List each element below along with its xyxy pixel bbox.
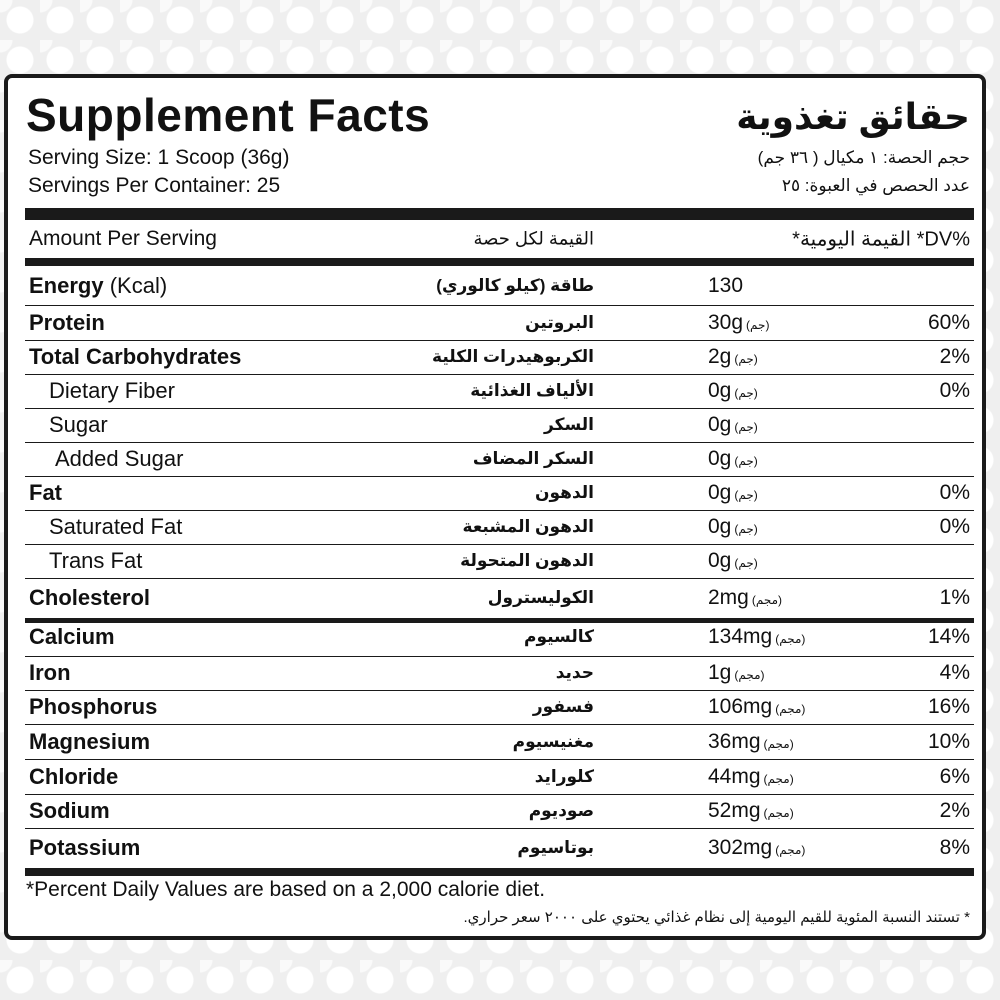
table-row: [25, 690, 974, 725]
nutrient-name: Phosphorus: [29, 694, 158, 719]
amount-per-serving-arabic: القيمة لكل حصة: [473, 228, 594, 249]
table-row: [25, 578, 974, 623]
amount-unit-arabic: (مجم): [751, 593, 783, 607]
amount-unit-arabic: (مجم): [775, 702, 806, 716]
thick-divider-bottom: [25, 868, 974, 876]
footnote-arabic: * تستند النسبة المئوية للقيم اليومية إلى نظام غذائي يحتوي على ٢٠٠٠ سعر حراري.: [463, 909, 970, 926]
nutrient-name: Iron: [29, 660, 71, 685]
nutrient-name-arabic: السكر المضاف: [472, 449, 594, 468]
daily-value-percent: 2%: [939, 345, 970, 368]
nutrient-amount: 0g (جم): [708, 481, 758, 504]
title-english: Supplement Facts: [26, 89, 431, 141]
nutrient-name-arabic: السكر: [544, 415, 594, 434]
nutrient-amount: 0g (جم): [708, 549, 758, 572]
nutrient-name: Cholesterol: [29, 585, 151, 610]
nutrient-amount: 52mg (مجم): [708, 799, 794, 822]
nutrient-name: Protein: [29, 309, 105, 335]
amount-unit-arabic: (جم): [734, 522, 758, 536]
daily-value-percent: 14%: [927, 625, 970, 648]
nutrient-name: Calcium: [29, 624, 115, 649]
nutrient-name: Sodium: [29, 798, 110, 823]
nutrient-amount: 30g (جم): [708, 310, 770, 334]
supplement-facts-panel: [4, 74, 986, 940]
nutrient-name-arabic: بوتاسيوم: [517, 838, 594, 857]
header-row: [25, 220, 974, 258]
amount-per-serving-label: Amount Per Serving: [29, 227, 217, 250]
servings-per-container: Servings Per Container: 25: [28, 174, 281, 197]
daily-value-percent: 1%: [939, 586, 970, 609]
daily-value-percent: 0%: [939, 481, 970, 504]
nutrient-name: Chloride: [29, 763, 119, 789]
nutrient-name-arabic: الدهون المشبعة: [462, 517, 594, 536]
nutrient-name-arabic: كلورايد: [534, 766, 594, 786]
nutrient-name: Added Sugar: [55, 446, 184, 471]
servings-per-container-arabic: عدد الحصص في العبوة: ٢٥: [781, 176, 970, 195]
table-row: [25, 510, 974, 545]
nutrient-name: Sugar: [49, 412, 108, 437]
table-row: [25, 618, 974, 657]
nutrient-name-arabic: طاقة (كيلو كالوري): [436, 275, 594, 295]
daily-value-percent: 0%: [939, 379, 970, 402]
table-row: [25, 656, 974, 691]
daily-value-percent: 2%: [939, 799, 970, 822]
table-row: [25, 374, 974, 409]
table-row: [25, 544, 974, 579]
nutrient-name: Potassium: [29, 835, 141, 860]
nutrient-name-arabic: الكربوهيدرات الكلية: [432, 347, 594, 366]
nutrient-name-arabic: فسفور: [532, 697, 594, 716]
nutrient-amount: 2mg (مجم): [708, 586, 783, 609]
daily-value-percent: 10%: [927, 729, 970, 753]
table-row: [25, 442, 974, 477]
nutrient-name: Magnesium: [29, 728, 151, 754]
table-row: [25, 794, 974, 829]
amount-unit-arabic: (جم): [734, 556, 758, 570]
amount-unit-arabic: (مجم): [775, 843, 806, 857]
nutrient-name: Dietary Fiber: [49, 378, 175, 403]
nutrient-amount: 0g (جم): [708, 413, 758, 436]
nutrient-amount: 134mg (مجم): [708, 625, 806, 648]
nutrient-name: Saturated Fat: [49, 514, 183, 539]
footnote-english: *Percent Daily Values are based on a 2,000 calorie diet.: [26, 878, 546, 901]
title-arabic: حقائق تغذوية: [736, 96, 970, 137]
nutrient-amount: 0g (جم): [708, 447, 758, 470]
table-row: [25, 759, 974, 795]
table-row: [25, 305, 974, 341]
nutrient-name-arabic: حديد: [555, 663, 594, 682]
daily-value-percent: 8%: [939, 836, 970, 859]
daily-value-percent: 16%: [927, 695, 970, 718]
serving-size-arabic: حجم الحصة: ١ مكيال ( ٣٦ جم): [757, 148, 970, 167]
nutrient-name-arabic: الألياف الغذائية: [470, 381, 594, 400]
header-divider: [25, 258, 974, 266]
nutrient-amount: 1g (مجم): [708, 661, 765, 684]
table-row: [25, 724, 974, 760]
nutrient-amount: 302mg (مجم): [708, 836, 806, 859]
daily-value-percent: 4%: [939, 661, 970, 684]
nutrient-name: Trans Fat: [49, 548, 143, 573]
nutrient-name-arabic: الكوليسترول: [487, 588, 594, 607]
nutrient-amount: 0g (جم): [708, 379, 758, 402]
table-row: [25, 476, 974, 511]
nutrient-amount: 0g (جم): [708, 515, 758, 538]
amount-unit-arabic: (مجم): [763, 806, 794, 820]
nutrient-name-arabic: الدهون: [535, 483, 594, 502]
nutrient-name-arabic: مغنيسيوم: [512, 731, 594, 751]
nutrient-name: Total Carbohydrates: [29, 344, 242, 369]
nutrient-amount: 36mg (مجم): [708, 729, 794, 753]
nutrient-amount: 2g (جم): [708, 345, 758, 368]
amount-unit-arabic: (مجم): [763, 736, 794, 751]
nutrient-name-unit: (Kcal): [103, 272, 168, 298]
daily-value-percent: 6%: [939, 764, 970, 788]
amount-unit-arabic: (جم): [746, 317, 770, 332]
amount-unit-arabic: (مجم): [734, 668, 765, 682]
nutrient-name: Fat: [29, 480, 62, 505]
nutrient-amount: 106mg (مجم): [708, 695, 806, 718]
amount-unit-arabic: (مجم): [775, 632, 806, 646]
table-row: [25, 408, 974, 443]
nutrient-amount: 130: [708, 273, 744, 297]
amount-unit-arabic: (جم): [734, 454, 758, 468]
amount-unit-arabic: (جم): [734, 386, 758, 400]
nutrient-name-arabic: صوديوم: [528, 801, 594, 820]
amount-unit-arabic: (جم): [734, 488, 758, 502]
table-row: [25, 340, 974, 375]
amount-unit-arabic: (جم): [734, 420, 758, 434]
nutrient-name-arabic: الدهون المتحولة: [460, 551, 594, 570]
daily-value-percent: 60%: [927, 310, 970, 334]
table-row: [25, 266, 974, 306]
serving-size: Serving Size: 1 Scoop (36g): [28, 146, 290, 169]
daily-value-header: *القيمة اليومية *DV%: [792, 228, 970, 251]
daily-value-percent: 0%: [939, 515, 970, 538]
nutrient-name-arabic: كالسيوم: [523, 627, 594, 646]
amount-unit-arabic: (جم): [734, 352, 758, 366]
thick-divider-top: [25, 208, 974, 220]
nutrient-name-arabic: البروتين: [525, 312, 594, 332]
table-row: [25, 828, 974, 868]
amount-unit-arabic: (مجم): [763, 771, 794, 786]
nutrient-name: Energy (Kcal): [29, 272, 168, 298]
nutrient-amount: 44mg (مجم): [708, 764, 794, 788]
